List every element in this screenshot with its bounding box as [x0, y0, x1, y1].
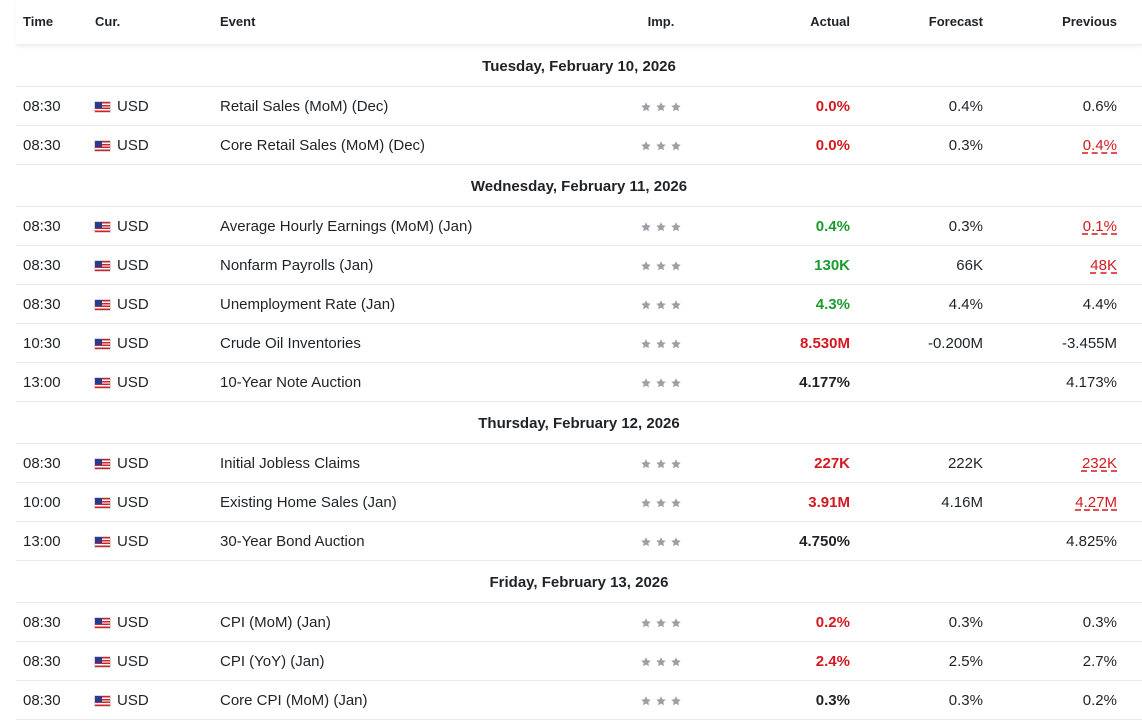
actual-value: 4.750% — [799, 533, 850, 550]
currency-code: USD — [117, 218, 149, 235]
header-actual[interactable]: Actual — [810, 14, 850, 29]
star-icon — [640, 221, 652, 233]
us-flag-icon — [95, 102, 110, 112]
header-previous[interactable]: Previous — [1062, 14, 1117, 29]
currency-code: USD — [117, 296, 149, 313]
economic-calendar-table — [16, 0, 1142, 720]
importance-stars — [606, 324, 716, 364]
table-body — [16, 45, 1142, 720]
actual-value: 227K — [814, 455, 850, 472]
star-icon — [655, 695, 667, 707]
table-row[interactable] — [16, 681, 1142, 720]
day-header: Friday, February 13, 2026 — [16, 561, 1142, 603]
importance-stars — [606, 483, 716, 523]
event-time: 10:30 — [23, 335, 61, 352]
star-icon — [640, 338, 652, 350]
event-currency — [95, 642, 149, 682]
table-row[interactable] — [16, 483, 1142, 522]
actual-value: 4.3% — [815, 296, 850, 313]
event-time: 13:00 — [23, 374, 61, 391]
previous-value: 4.4% — [1082, 296, 1117, 313]
previous-value: 4.27M — [1075, 494, 1117, 511]
table-row[interactable] — [16, 363, 1142, 402]
star-icon — [655, 458, 667, 470]
importance-stars — [606, 126, 716, 166]
event-name[interactable]: Crude Oil Inventories — [220, 335, 361, 352]
forecast-value: 0.3% — [948, 218, 983, 235]
currency-code: USD — [117, 98, 149, 115]
currency-code: USD — [117, 614, 149, 631]
event-currency — [95, 522, 149, 562]
forecast-value: 0.3% — [948, 614, 983, 631]
star-icon — [655, 140, 667, 152]
star-icon — [640, 260, 652, 272]
event-time: 08:30 — [23, 257, 61, 274]
forecast-value: 66K — [956, 257, 983, 274]
star-icon — [655, 617, 667, 629]
star-icon — [655, 299, 667, 311]
table-row[interactable] — [16, 126, 1142, 165]
forecast-value: -0.200M — [927, 335, 983, 352]
event-time: 08:30 — [23, 692, 61, 709]
day-header: Tuesday, February 10, 2026 — [16, 45, 1142, 87]
star-icon — [640, 536, 652, 548]
importance-stars — [606, 522, 716, 562]
star-icon — [670, 221, 682, 233]
table-row[interactable] — [16, 444, 1142, 483]
importance-stars — [606, 285, 716, 325]
forecast-value: 222K — [947, 455, 983, 472]
importance-stars — [606, 246, 716, 286]
importance-stars — [606, 642, 716, 682]
table-row[interactable] — [16, 207, 1142, 246]
event-currency — [95, 126, 149, 166]
actual-value: 0.0% — [815, 98, 850, 115]
actual-value: 0.2% — [815, 614, 850, 631]
actual-value: 0.4% — [815, 218, 850, 235]
star-icon — [640, 140, 652, 152]
header-time[interactable]: Time — [23, 14, 54, 29]
table-row[interactable] — [16, 87, 1142, 126]
event-name[interactable]: Existing Home Sales (Jan) — [220, 494, 397, 511]
us-flag-icon — [95, 378, 110, 388]
previous-value: 2.7% — [1082, 653, 1117, 670]
star-icon — [655, 497, 667, 509]
previous-value: 4.173% — [1066, 374, 1117, 391]
forecast-value: 0.4% — [948, 98, 983, 115]
forecast-value: 2.5% — [948, 653, 983, 670]
event-name[interactable]: Unemployment Rate (Jan) — [220, 296, 396, 313]
table-row[interactable] — [16, 324, 1142, 363]
event-time: 13:00 — [23, 533, 61, 550]
previous-value: 4.825% — [1066, 533, 1117, 550]
star-icon — [670, 299, 682, 311]
star-icon — [670, 617, 682, 629]
forecast-value: 0.3% — [948, 692, 983, 709]
currency-code: USD — [117, 137, 149, 154]
currency-code: USD — [117, 494, 149, 511]
table-header — [16, 0, 1142, 45]
event-currency — [95, 603, 149, 643]
actual-value: 0.0% — [815, 137, 850, 154]
event-name[interactable]: CPI (MoM) (Jan) — [220, 614, 331, 631]
forecast-value: 0.3% — [948, 137, 983, 154]
header-event[interactable]: Event — [220, 14, 256, 29]
previous-value: 0.6% — [1082, 98, 1117, 115]
us-flag-icon — [95, 141, 110, 151]
importance-stars — [606, 444, 716, 484]
importance-stars — [606, 87, 716, 127]
star-icon — [655, 377, 667, 389]
star-icon — [640, 617, 652, 629]
table-row[interactable] — [16, 522, 1142, 561]
event-name[interactable]: Retail Sales (MoM) (Dec) — [220, 98, 389, 115]
star-icon — [640, 656, 652, 668]
star-icon — [640, 695, 652, 707]
star-icon — [655, 656, 667, 668]
actual-value: 4.177% — [799, 374, 850, 391]
star-icon — [655, 338, 667, 350]
currency-code: USD — [117, 455, 149, 472]
event-name[interactable]: Core Retail Sales (MoM) (Dec) — [220, 137, 426, 154]
event-time: 08:30 — [23, 455, 61, 472]
forecast-value: 4.4% — [948, 296, 983, 313]
event-name[interactable]: 10-Year Note Auction — [220, 374, 362, 391]
previous-value: 232K — [1081, 455, 1117, 472]
event-currency — [95, 363, 149, 403]
actual-value: 8.530M — [799, 335, 850, 352]
event-name[interactable]: CPI (YoY) (Jan) — [220, 653, 325, 670]
event-name[interactable]: 30-Year Bond Auction — [220, 533, 365, 550]
star-icon — [670, 536, 682, 548]
table-row[interactable] — [16, 246, 1142, 285]
header-importance[interactable]: Imp. — [647, 14, 675, 29]
us-flag-icon — [95, 222, 110, 232]
day-header: Wednesday, February 11, 2026 — [16, 165, 1142, 207]
event-time: 08:30 — [23, 98, 61, 115]
header-currency[interactable]: Cur. — [95, 14, 121, 29]
previous-value: 0.1% — [1082, 218, 1117, 235]
actual-value: 2.4% — [815, 653, 850, 670]
us-flag-icon — [95, 657, 110, 667]
star-icon — [655, 260, 667, 272]
us-flag-icon — [95, 618, 110, 628]
star-icon — [670, 695, 682, 707]
event-currency — [95, 285, 149, 325]
us-flag-icon — [95, 498, 110, 508]
event-currency — [95, 324, 149, 364]
event-currency — [95, 207, 149, 247]
previous-value: 48K — [1090, 257, 1117, 274]
star-icon — [670, 458, 682, 470]
us-flag-icon — [95, 459, 110, 469]
event-currency — [95, 87, 149, 127]
event-time: 08:30 — [23, 653, 61, 670]
actual-value: 3.91M — [808, 494, 850, 511]
event-currency — [95, 444, 149, 484]
table-row[interactable] — [16, 642, 1142, 681]
star-icon — [655, 221, 667, 233]
importance-stars — [606, 603, 716, 643]
currency-code: USD — [117, 257, 149, 274]
currency-code: USD — [117, 374, 149, 391]
star-icon — [640, 458, 652, 470]
star-icon — [670, 377, 682, 389]
star-icon — [640, 299, 652, 311]
star-icon — [670, 260, 682, 272]
us-flag-icon — [95, 339, 110, 349]
event-time: 08:30 — [23, 137, 61, 154]
event-name[interactable]: Average Hourly Earnings (MoM) (Jan) — [220, 218, 473, 235]
us-flag-icon — [95, 696, 110, 706]
us-flag-icon — [95, 537, 110, 547]
actual-value: 0.3% — [815, 692, 850, 709]
star-icon — [670, 140, 682, 152]
event-currency — [95, 681, 149, 721]
currency-code: USD — [117, 335, 149, 352]
importance-stars — [606, 363, 716, 403]
importance-stars — [606, 207, 716, 247]
star-icon — [655, 536, 667, 548]
currency-code: USD — [117, 533, 149, 550]
star-icon — [640, 497, 652, 509]
previous-value: 0.4% — [1082, 137, 1117, 154]
table-row[interactable] — [16, 603, 1142, 642]
star-icon — [640, 101, 652, 113]
star-icon — [670, 656, 682, 668]
event-time: 10:00 — [23, 494, 61, 511]
event-name[interactable]: Core CPI (MoM) (Jan) — [220, 692, 368, 709]
event-name[interactable]: Nonfarm Payrolls (Jan) — [220, 257, 374, 274]
previous-value: -3.455M — [1061, 335, 1117, 352]
event-name[interactable]: Initial Jobless Claims — [220, 455, 361, 472]
currency-code: USD — [117, 653, 149, 670]
star-icon — [670, 101, 682, 113]
currency-code: USD — [117, 692, 149, 709]
event-time: 08:30 — [23, 218, 61, 235]
table-row[interactable] — [16, 285, 1142, 324]
day-header: Thursday, February 12, 2026 — [16, 402, 1142, 444]
event-currency — [95, 246, 149, 286]
importance-stars — [606, 681, 716, 721]
previous-value: 0.3% — [1082, 614, 1117, 631]
event-currency — [95, 483, 149, 523]
star-icon — [655, 101, 667, 113]
actual-value: 130K — [814, 257, 850, 274]
star-icon — [640, 377, 652, 389]
star-icon — [670, 338, 682, 350]
forecast-value: 4.16M — [941, 494, 983, 511]
us-flag-icon — [95, 300, 110, 310]
star-icon — [670, 497, 682, 509]
event-time: 08:30 — [23, 614, 61, 631]
header-forecast[interactable]: Forecast — [928, 14, 983, 29]
us-flag-icon — [95, 261, 110, 271]
event-time: 08:30 — [23, 296, 61, 313]
previous-value: 0.2% — [1082, 692, 1117, 709]
